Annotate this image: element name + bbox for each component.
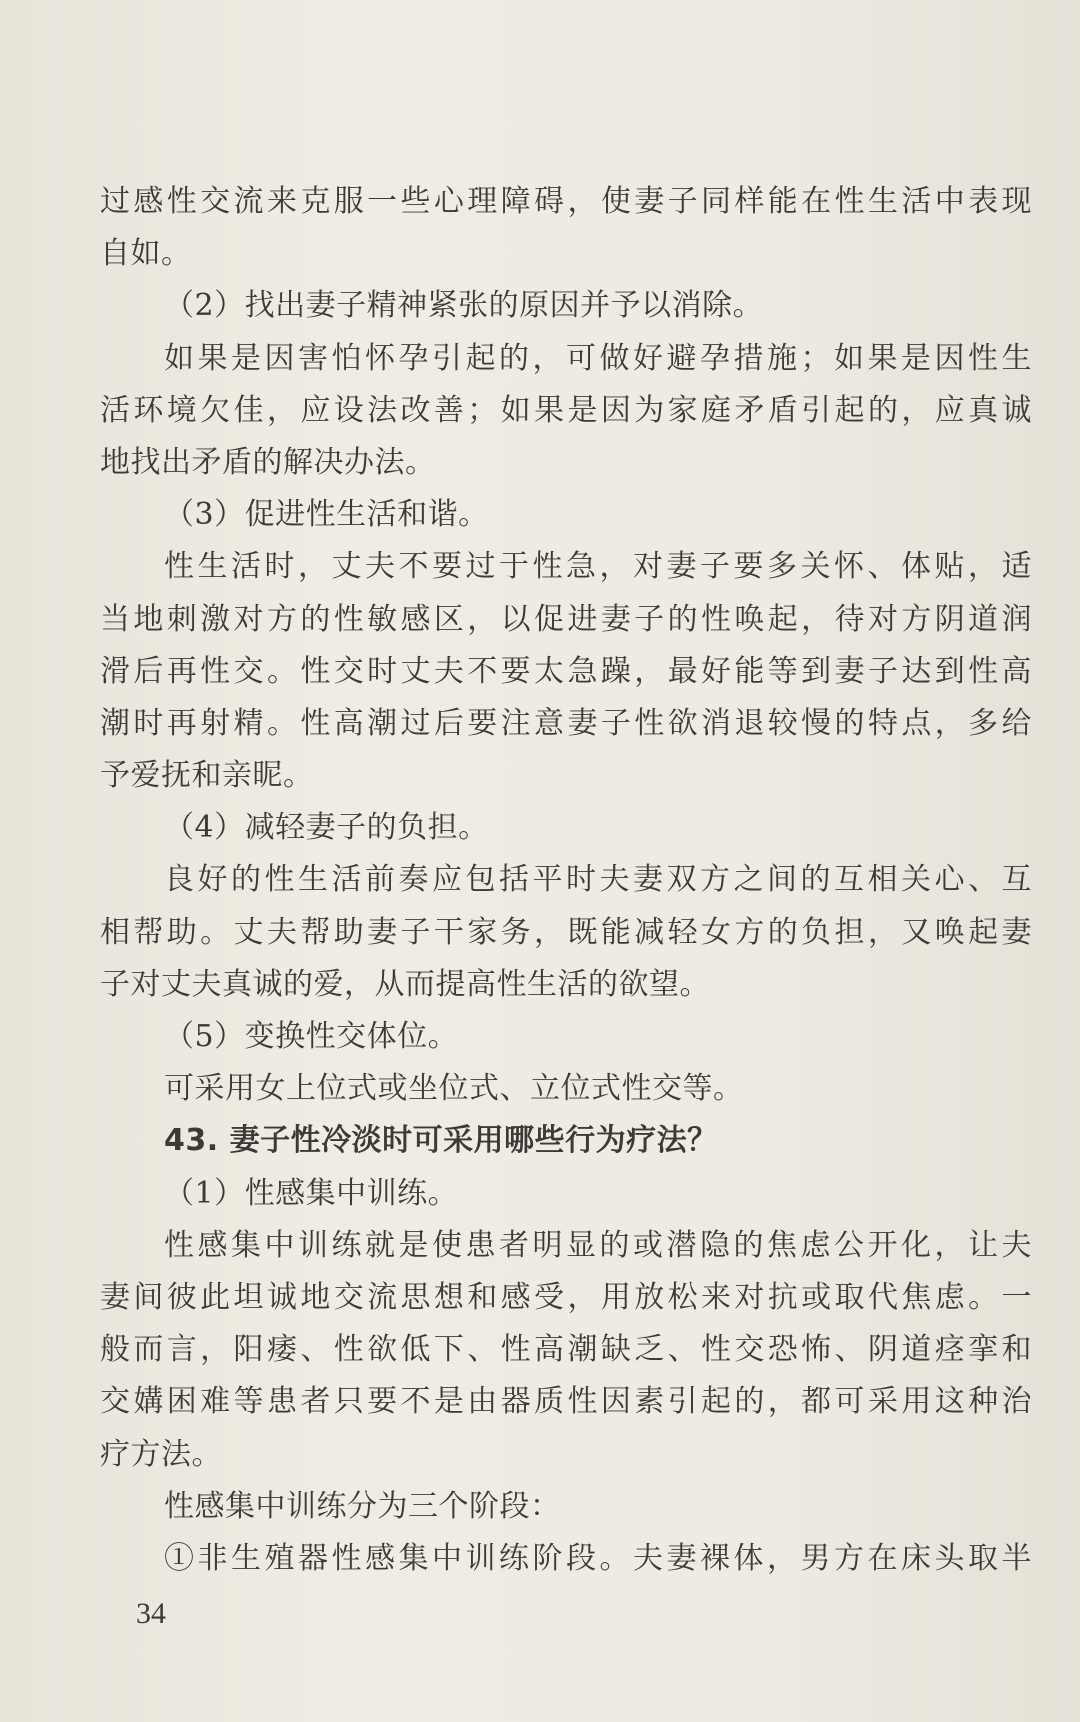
text-line: 当地刺激对方的性敏感区，以促进妻子的性唤起，待对方阴道润 bbox=[100, 601, 1032, 637]
page-number: 34 bbox=[136, 1597, 166, 1630]
text-line: 般而言，阳痿、性欲低下、性高潮缺乏、性交恐怖、阴道痉挛和 bbox=[100, 1332, 1032, 1368]
text-line: （1）性感集中训练。 bbox=[164, 1175, 459, 1211]
text-line: （4）减轻妻子的负担。 bbox=[164, 810, 489, 846]
text-line: 滑后再性交。性交时丈夫不要太急躁，最好能等到妻子达到性高 bbox=[100, 653, 1032, 689]
text-line: 良好的性生活前奏应包括平时夫妻双方之间的互相关心、互 bbox=[164, 862, 1032, 898]
text-line: （3）促进性生活和谐。 bbox=[164, 497, 489, 533]
text-line: 妻间彼此坦诚地交流思想和感受，用放松来对抗或取代焦虑。一 bbox=[100, 1279, 1032, 1315]
text-line: 地找出矛盾的解决办法。 bbox=[100, 444, 436, 480]
text-line: 予爱抚和亲昵。 bbox=[100, 758, 314, 794]
text-line: ①非生殖器性感集中训练阶段。夫妻裸体，男方在床头取半 bbox=[164, 1540, 1032, 1576]
text-line: 潮时再射精。性高潮过后要注意妻子性欲消退较慢的特点，多给 bbox=[100, 705, 1032, 741]
text-line: 过感性交流来克服一些心理障碍，使妻子同样能在性生活中表现 bbox=[100, 184, 1032, 219]
text-line: （2）找出妻子精神紧张的原因并予以消除。 bbox=[164, 288, 764, 324]
text-line: 性生活时，丈夫不要过于性急，对妻子要多关怀、体贴，适 bbox=[164, 549, 1032, 585]
text-line: 交媾困难等患者只要不是由器质性因素引起的，都可采用这种治 bbox=[100, 1384, 1032, 1420]
body-text bbox=[100, 176, 1032, 1585]
text-line: 性感集中训练分为三个阶段： bbox=[164, 1488, 561, 1524]
text-line: 相帮助。丈夫帮助妻子干家务，既能减轻女方的负担，又唤起妻 bbox=[100, 914, 1032, 950]
text-line: 自如。 bbox=[100, 236, 192, 272]
text-line: 疗方法。 bbox=[100, 1436, 222, 1472]
text-line: 子对丈夫真诚的爱，从而提高性生活的欲望。 bbox=[100, 966, 710, 1002]
text-line: 活环境欠佳，应设法改善；如果是因为家庭矛盾引起的，应真诚 bbox=[100, 392, 1032, 428]
text-line: 性感集中训练就是使患者明显的或潜隐的焦虑公开化，让夫 bbox=[164, 1227, 1032, 1263]
text-line: 可采用女上位式或坐位式、立位式性交等。 bbox=[164, 1071, 744, 1107]
text-line: 如果是因害怕怀孕引起的，可做好避孕措施；如果是因性生 bbox=[164, 340, 1032, 376]
text-line: （5）变换性交体位。 bbox=[164, 1019, 459, 1054]
section-heading: 43. 妻子性冷淡时可采用哪些行为疗法？ bbox=[164, 1123, 718, 1159]
